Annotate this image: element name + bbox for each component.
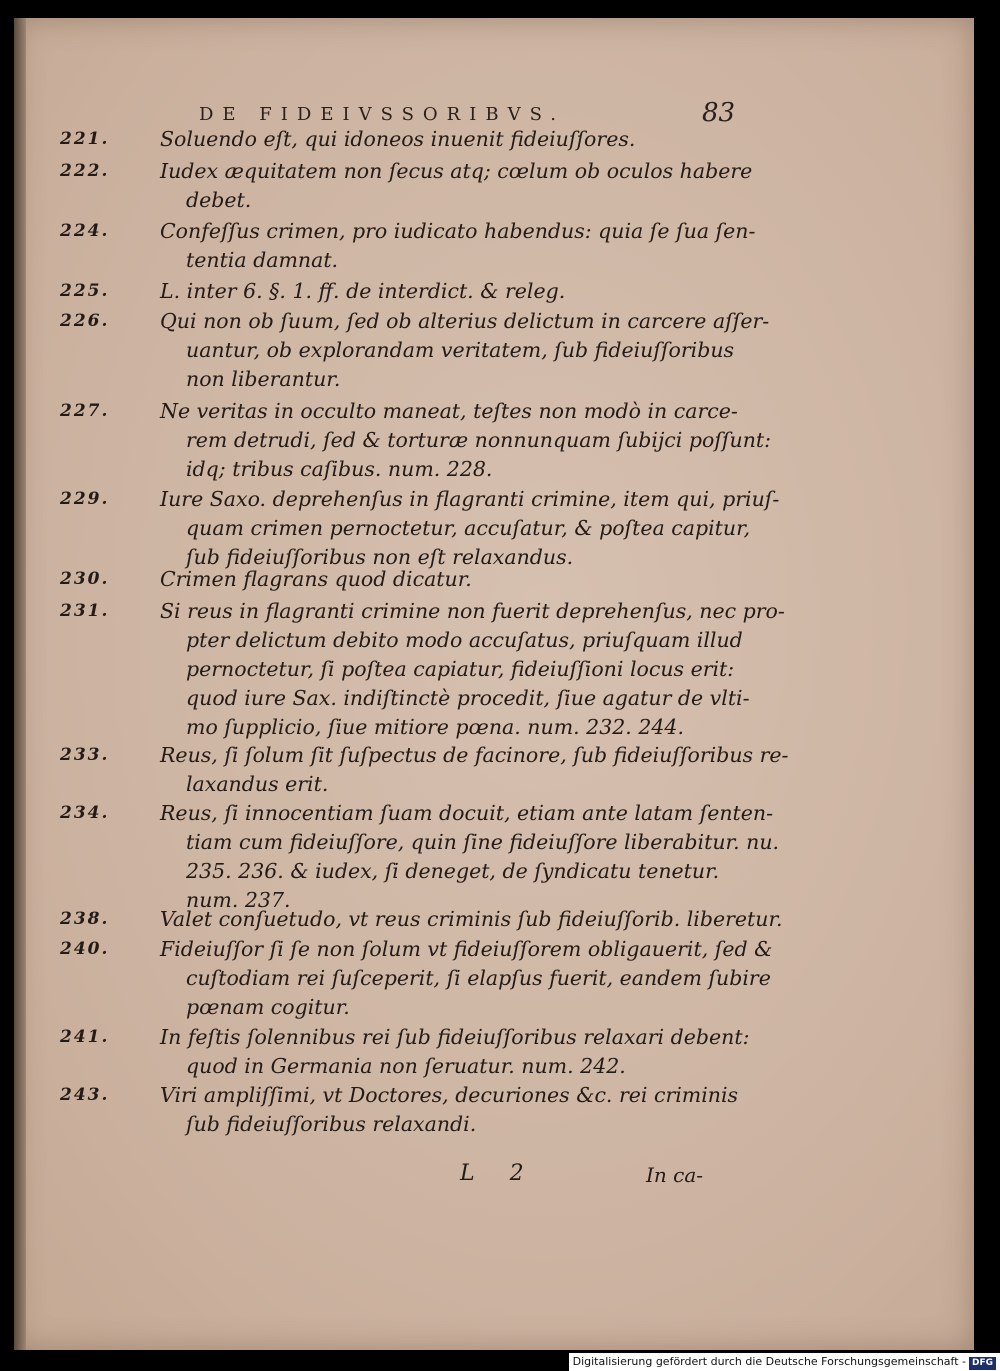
- entry-number: 222.: [60, 161, 110, 181]
- entry-text: [160, 1023, 750, 1081]
- entry-number: 224.: [60, 221, 110, 241]
- index-entry: [60, 1081, 750, 1139]
- index-entry: [60, 277, 750, 306]
- index-entry: [60, 565, 750, 594]
- entry-text: [160, 485, 780, 572]
- entry-line: Qui non ob ſuum, ſed ob alterius delictum in carcere aſſer-: [160, 309, 770, 333]
- entry-line: Ne veritas in occulto maneat, teſtes non modò in carce-: [160, 399, 738, 423]
- index-entry: [60, 485, 780, 572]
- entry-number: 238.: [60, 909, 110, 929]
- entry-line: uantur, ob explorandam veritatem, ſub fideiuſſoribus: [186, 338, 735, 362]
- entry-text: [160, 935, 773, 1022]
- entry-number: 221.: [60, 129, 110, 149]
- entry-text: [160, 741, 789, 799]
- entry-number: 233.: [60, 745, 110, 765]
- entry-number: 229.: [60, 489, 110, 509]
- index-entry: [60, 935, 773, 1022]
- entry-line: Iure Saxo. deprehenſus in flagranti crimine, item qui, priuſ-: [160, 487, 780, 511]
- entry-line: quod iure Sax. indiſtinctè procedit, ſiue agatur de vlti-: [186, 686, 750, 710]
- entry-line: quam crimen pernoctetur, accuſatur, & poſtea capitur,: [186, 516, 751, 540]
- entry-text: [160, 307, 770, 394]
- entry-line: ſub fideiuſſoribus non eſt relaxandus.: [186, 545, 574, 569]
- digitization-credit: [569, 1353, 1000, 1371]
- entry-number: 234.: [60, 803, 110, 823]
- entry-text: [160, 905, 783, 934]
- entry-number: 227.: [60, 401, 110, 421]
- entry-line: pter delictum debito modo accuſatus, priuſquam illud: [186, 628, 743, 652]
- entry-line: Soluendo eſt, qui idoneos inuenit fideiuſſores.: [160, 127, 636, 151]
- entry-line: Reus, ſi ſolum ſit ſuſpectus de facinore, ſub fideiuſſoribus re-: [160, 743, 789, 767]
- entry-line: pernoctetur, ſi poſtea capiatur, fideiuſſioni locus erit:: [186, 657, 735, 681]
- index-entry: [60, 125, 750, 154]
- index-entry: [60, 307, 770, 394]
- entry-line: Si reus in flagranti crimine non fuerit deprehenſus, nec pro-: [160, 599, 785, 623]
- entry-line: laxandus erit.: [186, 772, 329, 796]
- entry-text: [160, 799, 780, 915]
- entry-line: cuſtodiam rei ſuſceperit, ſi elapſus fuerit, eandem ſubire: [186, 966, 771, 990]
- entry-line: Reus, ſi innocentiam ſuam docuit, etiam ante latam ſenten-: [160, 801, 774, 825]
- entry-text: [160, 157, 753, 215]
- entry-text: [160, 565, 750, 594]
- entry-text: [160, 1081, 750, 1139]
- entry-line: Valet conſuetudo, vt reus criminis ſub fideiuſſorib. liberetur.: [160, 907, 783, 931]
- entry-text: [160, 217, 756, 275]
- page-number: 83: [702, 98, 736, 128]
- entry-number: 230.: [60, 569, 110, 589]
- index-entry: [60, 799, 780, 915]
- entry-line: Fideiuſſor ſi ſe non ſolum vt fideiuſſorem obligauerit, ſed &: [160, 937, 773, 961]
- entry-number: 243.: [60, 1085, 110, 1105]
- entry-number: 241.: [60, 1027, 110, 1047]
- entry-number: 231.: [60, 601, 110, 621]
- entry-line: pœnam cogitur.: [186, 995, 350, 1019]
- entry-text: [160, 277, 750, 306]
- entry-line: tiam cum fideiuſſore, quin ſine fideiuſſore liberabitur. nu.: [186, 830, 780, 854]
- entry-line: quod in Germania non ſeruatur. num. 242.: [186, 1054, 626, 1078]
- entry-line: num. 237.: [186, 888, 291, 912]
- entry-text: [160, 597, 785, 742]
- book-page: [14, 18, 974, 1350]
- entry-line: Crimen flagrans quod dicatur.: [160, 567, 472, 591]
- entry-number: 225.: [60, 281, 110, 301]
- page-binding-edge: [14, 18, 26, 1350]
- entry-line: idq; tribus caſibus. num. 228.: [186, 457, 493, 481]
- index-entry: [60, 157, 753, 215]
- entry-line: 235. 236. & iudex, ſi deneget, de ſyndicatu tenetur.: [186, 859, 720, 883]
- entry-line: debet.: [186, 188, 252, 212]
- entry-line: non liberantur.: [186, 367, 341, 391]
- entry-line: Iudex æquitatem non ſecus atq; cœlum ob oculos habere: [160, 159, 753, 183]
- entry-text: [160, 125, 750, 154]
- signature-mark: L 2: [460, 1161, 538, 1186]
- entry-line: Viri ampliſſimi, vt Doctores, decuriones &c. rei criminis: [160, 1083, 739, 1107]
- entry-line: mo ſupplicio, ſiue mitiore pœna. num. 232. 244.: [186, 715, 684, 739]
- index-entry: [60, 905, 783, 934]
- index-entry: [60, 397, 772, 484]
- entry-line: In feſtis ſolennibus rei ſub fideiuſſoribus relaxari debent:: [160, 1025, 750, 1049]
- index-entry: [60, 741, 789, 799]
- index-entry: [60, 597, 785, 742]
- index-entry: [60, 1023, 750, 1081]
- index-entry: [60, 217, 756, 275]
- entry-line: ſub fideiuſſoribus relaxandi.: [186, 1112, 477, 1136]
- entry-text: [160, 397, 772, 484]
- entry-line: tentia damnat.: [186, 248, 339, 272]
- entry-number: 226.: [60, 311, 110, 331]
- catchword: In ca-: [646, 1163, 704, 1187]
- entry-number: 240.: [60, 939, 110, 959]
- entry-line: rem detrudi, ſed & torturæ nonnunquam ſubijci poſſunt:: [186, 428, 772, 452]
- entry-line: L. inter 6. §. 1. ff. de interdict. & releg.: [160, 279, 566, 303]
- dfg-logo: DFG: [969, 1357, 996, 1370]
- entry-line: Confeſſus crimen, pro iudicato habendus: quia ſe ſua ſen-: [160, 219, 756, 243]
- credit-text: Digitalisierung gefördert durch die Deutsche Forschungsgemeinschaft -: [572, 1355, 966, 1368]
- running-head: DE FIDEIVSSORIBVS.: [199, 104, 565, 125]
